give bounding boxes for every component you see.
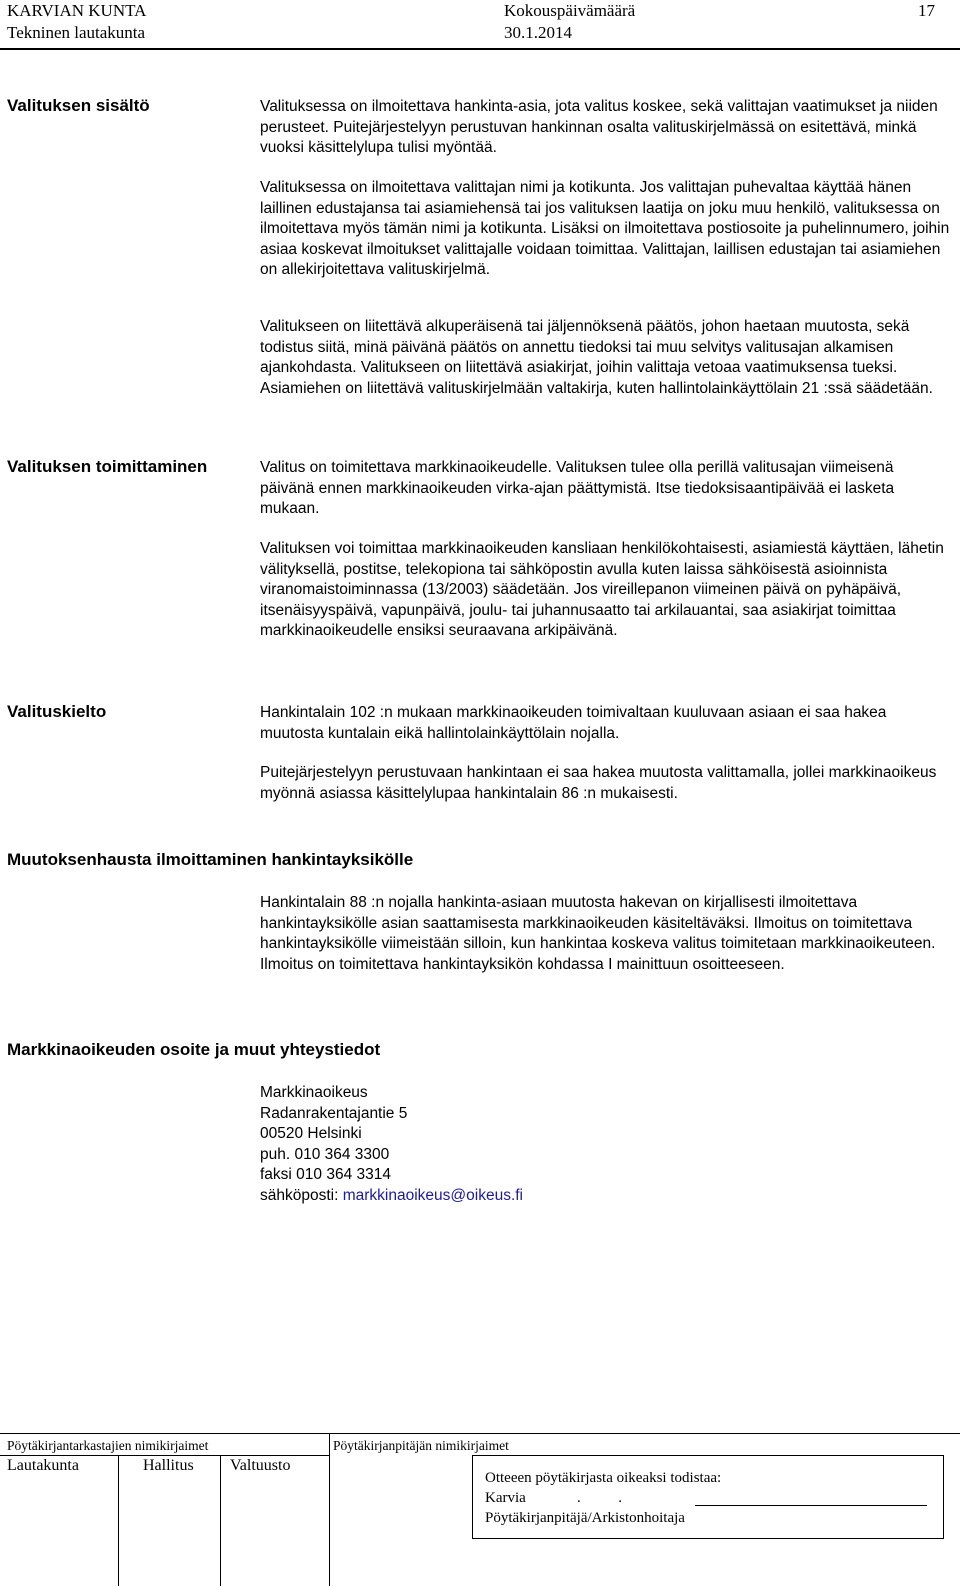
footer-top-rule [0, 1433, 960, 1434]
section-label: Valituksen toimittaminen [7, 457, 208, 476]
section-label: Valituskielto [7, 702, 107, 721]
meeting-date-label: Kokouspäivämäärä [504, 1, 636, 20]
email-link[interactable]: markkinaoikeus@oikeus.fi [342, 1186, 523, 1204]
paragraph: Hankintalain 88 :n nojalla hankinta-asiaan muutosta hakevan on kirjallisesti ilmoitettava hankintayksikölle asian saattamisesta markkinaoikeuden käsiteltäväksi. Ilmoitus on toimitettava hankintayksikölle viimeistään silloin, kun hankintaa koskeva valitus toimitetaan markkinaoikeuteen. Ilmoitus on toimitettava hankintayksikön kohdassa I mainittuun osoitteeseen. [260, 894, 936, 973]
street-address: Radanrakentajantie 5 [260, 1104, 408, 1122]
header-divider [0, 48, 960, 50]
certification-box [472, 1455, 944, 1539]
place-name: Karvia [485, 1490, 526, 1506]
cell-hallitus: Hallitus [143, 1457, 194, 1474]
certification-text: Otteeen pöytäkirjasta oikeaksi todistaa: [485, 1470, 722, 1486]
page-number: 17 [918, 1, 935, 20]
paragraph: Valituksessa on ilmoitettava valittajan nimi ja kotikunta. Jos valittajan puhevaltaa käyttää hänen laillinen edustajansa tai asiamiehensä tai jos valituksen laatija on joku muu henkilö, valituksessa on ilmoitettava myös tämän nimi ja kotikunta. Lisäksi on ilmoitettava postiosoite ja puhelinnumero, joihin asiaa koskevat ilmoitukset valittajalle voidaan toimittaa. Valittajan, laillisen edustajan tai asiamiehen on allekirjoitettava valituskirjelmä. [260, 179, 950, 278]
paragraph: Valitus on toimitettava markkinaoikeudelle. Valituksen tulee olla perillä valitusajan viimeisenä päivänä ennen markkinaoikeuden virka-ajan päättymistä. Itse tiedoksisaantipäivää ei lasketa mukaan. [260, 459, 895, 517]
email-row [260, 1186, 950, 1207]
date-dots: . . [577, 1490, 622, 1506]
signature-line [695, 1505, 927, 1506]
fax-number: faksi 010 364 3314 [260, 1166, 391, 1183]
postal-city: 00520 Helsinki [260, 1125, 362, 1142]
org-name: KARVIAN KUNTA [7, 1, 147, 20]
paragraph: Puitejärjestelyyn perustuvaan hankintaan ei saa hakea muutosta valittamalla, jollei markkinaoikeus myönnä asiassa käsittelylupaa hankintalain 86 :n mukaisesti. [260, 764, 937, 802]
footer-cell-divider [220, 1455, 221, 1586]
footer-column-divider [329, 1433, 330, 1586]
cell-lautakunta: Lautakunta [7, 1457, 79, 1474]
section-heading: Markkinaoikeuden osoite ja muut yhteystiedot [7, 1040, 381, 1059]
paragraph: Valituksen voi toimittaa markkinaoikeuden kansliaan henkilökohtaisesti, asiamiestä käyttäen, lähetin välityksellä, postitse, telekopiona tai sähköpostin avulla kuten laissa sähköisestä asioinnista viranomaistoiminnassa (13/2003) säädetään. Jos vireillepanon viimeinen päivä on pyhäpäivä, itsenäisyyspäivä, vapunpäivä, joulu- tai juhannusaatto tai arkilauantai, saa asiakirjat toimittaa markkinaoikeudelle ensiksi seuraavana arkipäivänä. [260, 540, 944, 639]
meeting-date: 30.1.2014 [504, 23, 572, 42]
reviewers-initials-label: Pöytäkirjantarkastajien nimikirjaimet [7, 1438, 209, 1453]
phone-number: puh. 010 364 3300 [260, 1145, 390, 1163]
section-label: Valituksen sisältö [7, 96, 150, 115]
secretary-initials-label: Pöytäkirjanpitäjän nimikirjaimet [333, 1438, 509, 1453]
paragraph: Valituksessa on ilmoitettava hankinta-asia, jota valitus koskee, sekä valittajan vaatimukset ja niiden perusteet. Puitejärjestelyyn perustuvan hankinnan osalta valituskirjelmässä on esitettävä, minkä vuoksi käsittelylupa tulisi myöntää. [260, 98, 938, 156]
paragraph: Hankintalain 102 :n mukaan markkinaoikeuden toimivaltaan kuuluvaan asiaan ei saa hakea muutosta kuntalain eikä hallintolainkäyttölain nojalla. [260, 704, 887, 742]
contact-block [260, 1083, 950, 1206]
department-name: Tekninen lautakunta [7, 23, 146, 42]
court-name: Markkinaoikeus [260, 1084, 368, 1101]
footer-cell-divider [118, 1455, 119, 1586]
signer-role: Pöytäkirjanpitäjä/Arkistonhoitaja [485, 1510, 685, 1526]
section-heading: Muutoksenhausta ilmoittaminen hankintayksikölle [7, 850, 414, 869]
cell-valtuusto: Valtuusto [230, 1457, 291, 1474]
paragraph: Valitukseen on liitettävä alkuperäisenä tai jäljennöksenä päätös, johon haetaan muutosta, sekä todistus siitä, minä päivänä päätös on annettu tiedoksi tai muu selvitys valitusajan alkamisen ajankohdasta. Valitukseen on liitettävä asiakirjat, joihin valittaja vetoaa vaatimuksensa tueksi. Asiamiehen on liitettävä valituskirjelmään valtakirja, kuten hallintolainkäyttölain 21 :ssä säädetään. [260, 318, 933, 397]
email-label: sähköposti: [260, 1186, 343, 1204]
